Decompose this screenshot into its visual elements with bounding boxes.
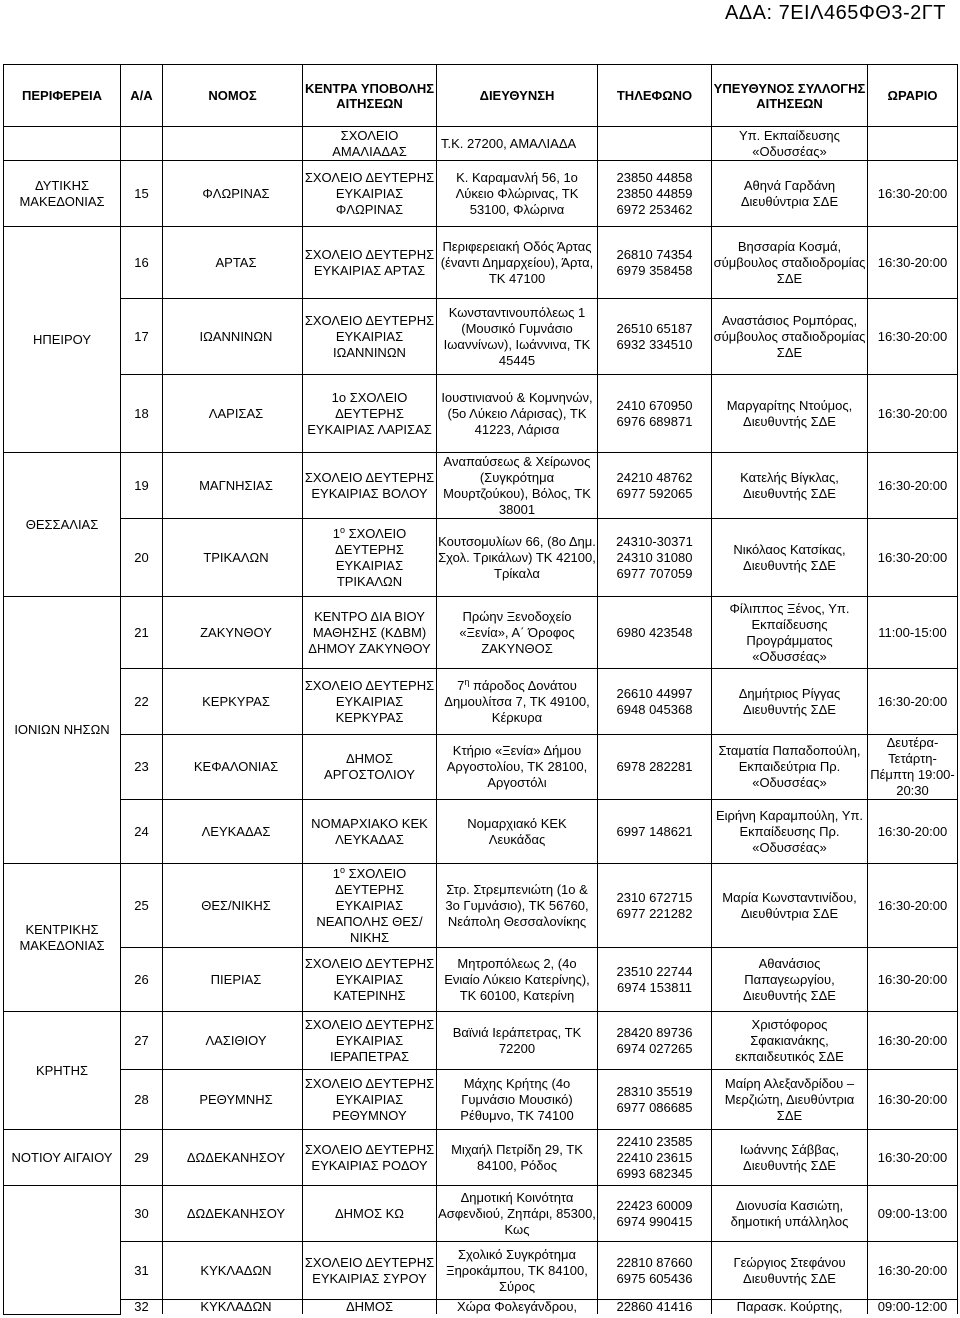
prefecture-cell: ΔΩΔΕΚΑΝΗΣΟΥ <box>163 1186 303 1242</box>
row-number: 21 <box>121 597 163 669</box>
address-text: Περιφερειακή Οδός Άρτας (έναντι Δημαρχείου), Άρτα, ΤΚ 47100 <box>440 238 594 286</box>
phone-cell <box>598 519 712 597</box>
phone-number: 6978 282281 <box>616 759 693 774</box>
col-address: ΔΙΕΥΘΥΝΣΗ <box>437 65 598 127</box>
responsible-cell: Μαρία Κωνσταντινίδου, Διευθύντρια ΣΔΕ <box>712 864 868 948</box>
phone-number: 6979 358458 <box>616 262 693 278</box>
address-cell <box>437 1300 598 1315</box>
address-text: Βαϊνιά Ιεράπετρας, ΤΚ 72200 <box>452 1024 582 1056</box>
phone-cell <box>598 800 712 864</box>
row-number: 29 <box>121 1130 163 1186</box>
center-name: ΣΧΟΛΕΙΟ ΔΕΥΤΕΡΗΣ ΕΥΚΑΙΡΙΑΣ ΡΕΘΥΜΝΟΥ <box>304 1075 435 1123</box>
col-region: ΠΕΡΙΦΕΡΕΙΑ <box>4 65 121 127</box>
col-phone: ΤΗΛΕΦΩΝΟ <box>598 65 712 127</box>
row-number: 18 <box>121 375 163 453</box>
table-row <box>4 1070 958 1130</box>
region-cell: ΝΟΤΙΟΥ ΑΙΓΑΙΟΥ <box>4 1130 121 1186</box>
center-name: ΣΧΟΛΕΙΟ ΔΕΥΤΕΡΗΣ ΕΥΚΑΙΡΙΑΣ ΦΛΩΡΙΝΑΣ <box>304 169 435 217</box>
center-cell <box>303 1242 437 1300</box>
phone-cell <box>598 735 712 800</box>
responsible-cell: Διονυσία Κασιώτη, δημοτική υπάλληλος <box>712 1186 868 1242</box>
phone-number: 22410 23615 <box>616 1149 693 1165</box>
address-cell <box>437 800 598 864</box>
table-row <box>4 948 958 1012</box>
phone-cell <box>598 948 712 1012</box>
region-cell: ΚΕΝΤΡΙΚΗΣ ΜΑΚΕΔΟΝΙΑΣ <box>4 864 121 1012</box>
phone-number: 6975 605436 <box>616 1270 693 1286</box>
prefecture-cell: ΚΕΡΚΥΡΑΣ <box>163 669 303 735</box>
phone-number: 22410 23585 <box>616 1133 693 1149</box>
responsible-cell: Παρασκ. Κούρτης, <box>712 1300 868 1315</box>
phone-number: 6980 423548 <box>616 624 693 640</box>
row-number: 30 <box>121 1186 163 1242</box>
center-cell <box>303 1186 437 1242</box>
phone-cell <box>598 597 712 669</box>
address-text: Πρώην Ξενοδοχείο «Ξενία», Α΄ Όροφος ΖΑΚΥΝΘΟΣ <box>459 608 575 656</box>
row-number: 28 <box>121 1070 163 1130</box>
prefecture-cell: ΚΕΦΑΛΟΝΙΑΣ <box>163 735 303 800</box>
center-name: ΣΧΟΛΕΙΟ ΔΕΥΤΕΡΗΣ ΕΥΚΑΙΡΙΑΣ ΡΟΔΟΥ <box>304 1141 435 1173</box>
center-cell <box>303 669 437 735</box>
center-cell <box>303 299 437 375</box>
prefecture-cell: ΑΡΤΑΣ <box>163 227 303 299</box>
hours-cell: 16:30-20:00 <box>868 864 958 948</box>
address-cell <box>437 1242 598 1300</box>
hours-cell: 09:00-12:00 <box>868 1300 958 1315</box>
phone-cell <box>598 864 712 948</box>
center-name: ΣΧΟΛΕΙΟ ΔΕΥΤΕΡΗΣ ΕΥΚΑΙΡΙΑΣ ΤΡΙΚΑΛΩΝ <box>335 525 407 589</box>
phone-number: 2310 672715 <box>616 889 693 905</box>
prefecture-cell: ΠΙΕΡΙΑΣ <box>163 948 303 1012</box>
phone-number: 6932 334510 <box>616 336 693 352</box>
prefecture-cell: ΦΛΩΡΙΝΑΣ <box>163 161 303 227</box>
center-name: ΔΗΜΟΣ ΑΡΓΟΣΤΟΛΙΟΥ <box>324 751 415 782</box>
table-row <box>4 1012 958 1070</box>
address-text: πάροδος Δονάτου Δημουλίτσα 7, ΤΚ 49100, Κέρκυρα <box>444 677 590 725</box>
center-name: ΣΧΟΛΕΙΟ ΔΕΥΤΕΡΗΣ ΕΥΚΑΙΡΙΑΣ ΙΕΡΑΠΕΤΡΑΣ <box>304 1016 435 1064</box>
hours-cell: Δευτέρα- Τετάρτη- Πέμπτη 19:00-20:30 <box>868 735 958 800</box>
table-row <box>4 227 958 299</box>
col-num: Α/Α <box>121 65 163 127</box>
phone-cell <box>598 669 712 735</box>
row-number: 22 <box>121 669 163 735</box>
phone-number: 6948 045368 <box>616 701 693 717</box>
phone-number: 6972 253462 <box>616 201 693 217</box>
hours-cell: 16:30-20:00 <box>868 299 958 375</box>
prefecture-cell: ΡΕΘΥΜΝΗΣ <box>163 1070 303 1130</box>
center-name: ΣΧΟΛΕΙΟ ΔΕΥΤΕΡΗΣ ΕΥΚΑΙΡΙΑΣ ΝΕΑΠΟΛΗΣ ΘΕΣ/ΝΙΚΗΣ <box>316 865 423 945</box>
center-name: ΣΧΟΛΕΙΟ ΔΕΥΤΕΡΗΣ ΕΥΚΑΙΡΙΑΣ ΚΕΡΚΥΡΑΣ <box>304 677 435 725</box>
table-row <box>4 669 958 735</box>
prefecture-cell: ΜΑΓΝΗΣΙΑΣ <box>163 453 303 519</box>
region-cell-empty <box>4 1186 121 1315</box>
center-name: ΝΟΜΑΡΧΙΑΚΟ ΚΕΚ ΛΕΥΚΑΔΑΣ <box>311 815 428 847</box>
region-cell: ΚΡΗΤΗΣ <box>4 1012 121 1130</box>
phone-number: 23510 22744 <box>616 963 693 979</box>
hours-cell: 16:30-20:00 <box>868 453 958 519</box>
table-row <box>4 375 958 453</box>
table-row <box>4 161 958 227</box>
responsible-cell: Δημήτριος Ρίγγας Διευθυντής ΣΔΕ <box>712 669 868 735</box>
phone-number: 28310 35519 <box>616 1083 693 1099</box>
row-number: 25 <box>121 864 163 948</box>
center-name: ΣΧΟΛΕΙΟ ΔΕΥΤΕΡΗΣ ΕΥΚΑΙΡΙΑΣ ΚΑΤΕΡΙΝΗΣ <box>304 955 435 1003</box>
address-text: Χώρα Φολεγάνδρου, <box>456 1299 578 1314</box>
application-centers-table <box>3 64 958 1315</box>
document-ada-code: ΑΔΑ: 7ΕΙΛ465ΦΘ3-2ΓΤ <box>724 2 946 24</box>
center-cell <box>303 1012 437 1070</box>
row-number: 26 <box>121 948 163 1012</box>
address-ordinal: 7 <box>457 677 465 693</box>
continuation-address: Τ.Κ. 27200, ΑΜΑΛΙΑΔΑ <box>437 127 598 161</box>
table-row <box>4 453 958 519</box>
phone-cell <box>598 1242 712 1300</box>
region-cell: ΘΕΣΣΑΛΙΑΣ <box>4 453 121 597</box>
continuation-center: ΣΧΟΛΕΙΟ ΑΜΑΛΙΑΔΑΣ <box>303 127 437 161</box>
address-text: Μάχης Κρήτης (4ο Γυμνάσιο Μουσικό) Ρέθυμνο, ΤΚ 74100 <box>460 1075 574 1123</box>
hours-cell: 16:30-20:00 <box>868 227 958 299</box>
table-row <box>4 1130 958 1186</box>
continuation-row <box>4 127 958 161</box>
phone-number: 24210 48762 <box>616 469 693 485</box>
hours-cell: 16:30-20:00 <box>868 161 958 227</box>
region-cell: ΙΟΝΙΩΝ ΝΗΣΩΝ <box>4 597 121 864</box>
center-name: 1ο ΣΧΟΛΕΙΟ ΔΕΥΤΕΡΗΣ ΕΥΚΑΙΡΙΑΣ ΛΑΡΙΣΑΣ <box>307 389 432 437</box>
phone-number: 6993 682345 <box>616 1165 693 1181</box>
address-cell <box>437 735 598 800</box>
center-cell <box>303 1070 437 1130</box>
responsible-cell: Αθανάσιος Παπαγεωργίου, Διευθυντής ΣΔΕ <box>712 948 868 1012</box>
phone-number: 6974 027265 <box>616 1040 693 1056</box>
phone-number: 6974 153811 <box>617 979 692 995</box>
row-number: 19 <box>121 453 163 519</box>
center-cell <box>303 227 437 299</box>
phone-cell <box>598 1012 712 1070</box>
row-number: 17 <box>121 299 163 375</box>
center-cell <box>303 864 437 948</box>
row-number: 15 <box>121 161 163 227</box>
prefecture-cell: ΤΡΙΚΑΛΩΝ <box>163 519 303 597</box>
phone-number: 28420 89736 <box>616 1024 693 1040</box>
table-row <box>4 1186 958 1242</box>
phone-cell <box>598 161 712 227</box>
prefecture-cell: ΔΩΔΕΚΑΝΗΣΟΥ <box>163 1130 303 1186</box>
phone-number: 2410 670950 <box>616 397 693 413</box>
table-row <box>4 597 958 669</box>
address-cell <box>437 161 598 227</box>
address-text: Ιουστινιανού & Κομνηνών, (5ο Λύκειο Λάρισας), ΤΚ 41223, Λάρισα <box>441 389 593 437</box>
hours-cell: 16:30-20:00 <box>868 1130 958 1186</box>
table-row <box>4 519 958 597</box>
row-number: 32 <box>121 1300 163 1315</box>
phone-cell <box>598 1300 712 1315</box>
center-cell <box>303 453 437 519</box>
col-center: ΚΕΝΤΡΑ ΥΠΟΒΟΛΗΣ ΑΙΤΗΣΕΩΝ <box>303 65 437 127</box>
phone-number: 6997 148621 <box>616 823 693 839</box>
address-text: Νομαρχιακό ΚΕΚ Λευκάδας <box>467 815 567 847</box>
responsible-cell: Ιωάννης Σάββας, Διευθυντής ΣΔΕ <box>712 1130 868 1186</box>
phone-number: 23850 44858 <box>616 169 693 185</box>
center-ordinal: 1 <box>332 525 340 541</box>
phone-number: 6977 707059 <box>616 565 693 581</box>
table-row <box>4 735 958 800</box>
phone-cell <box>598 453 712 519</box>
phone-number: 23850 44859 <box>616 185 693 201</box>
responsible-cell: Ειρήνη Καραμπούλη, Υπ. Εκπαίδευσης Πρ. «Οδυσσέας» <box>712 800 868 864</box>
center-name: ΔΗΜΟΣ <box>345 1299 394 1314</box>
address-cell <box>437 597 598 669</box>
prefecture-cell: ΙΩΑΝΝΙΝΩΝ <box>163 299 303 375</box>
row-number: 20 <box>121 519 163 597</box>
center-cell <box>303 519 437 597</box>
hours-cell: 16:30-20:00 <box>868 800 958 864</box>
hours-cell: 11:00-15:00 <box>868 597 958 669</box>
prefecture-cell: ΚΥΚΛΑΔΩΝ <box>163 1300 303 1315</box>
table-row <box>4 864 958 948</box>
address-text: Κουτσομυλίων 66, (8ο Δημ. Σχολ. Τρικάλων) ΤΚ 42100, Τρίκαλα <box>438 533 596 581</box>
address-ordinal-sup: η <box>464 676 470 687</box>
center-cell <box>303 735 437 800</box>
phone-number: 6977 086685 <box>616 1099 693 1115</box>
row-number: 16 <box>121 227 163 299</box>
center-cell <box>303 375 437 453</box>
center-name: ΣΧΟΛΕΙΟ ΔΕΥΤΕΡΗΣ ΕΥΚΑΙΡΙΑΣ ΙΩΑΝΝΙΝΩΝ <box>304 312 435 360</box>
phone-number: 26610 44997 <box>616 685 693 701</box>
address-text: Κωνσταντινουπόλεως 1 (Μουσικό Γυμνάσιο Ιωαννίνων), Ιωάννινα, ΤΚ 45445 <box>443 304 591 368</box>
center-cell <box>303 161 437 227</box>
region-cell: ΗΠΕΙΡΟΥ <box>4 227 121 453</box>
col-prefecture: ΝΟΜΟΣ <box>163 65 303 127</box>
responsible-cell: Νικόλαος Κατσίκας, Διευθυντής ΣΔΕ <box>712 519 868 597</box>
table-row <box>4 800 958 864</box>
address-text: Κ. Καραμανλή 56, 1ο Λύκειο Φλώρινας, ΤΚ 53100, Φλώρινα <box>455 169 579 217</box>
continuation-responsible: Υπ. Εκπαίδευσης «Οδυσσέας» <box>712 127 868 161</box>
col-hours: ΩΡΑΡΙΟ <box>868 65 958 127</box>
phone-cell <box>598 299 712 375</box>
prefecture-cell: ΛΕΥΚΑΔΑΣ <box>163 800 303 864</box>
phone-number: 26810 74354 <box>616 246 693 262</box>
hours-cell: 16:30-20:00 <box>868 948 958 1012</box>
phone-cell <box>598 1186 712 1242</box>
phone-number: 26510 65187 <box>616 320 693 336</box>
center-ordinal-sup: ο <box>339 524 345 535</box>
address-text: Στρ. Στρεμπενιώτη (1ο & 3ο Γυμνάσιο), ΤΚ 56760, Νεάπολη Θεσσαλονίκης <box>445 881 589 929</box>
address-text: Μητροπόλεως 2, (4ο Ενιαίο Λύκειο Κατερίνης), ΤΚ 60100, Κατερίνη <box>444 955 590 1003</box>
phone-number: 22423 60009 <box>616 1197 693 1213</box>
responsible-cell: Φίλιππος Ξένος, Υπ. Εκπαίδευσης Προγράμματος «Οδυσσέας» <box>712 597 868 669</box>
region-cell: ΔΥΤΙΚΗΣ ΜΑΚΕΔΟΝΙΑΣ <box>4 161 121 227</box>
center-name: ΣΧΟΛΕΙΟ ΔΕΥΤΕΡΗΣ ΕΥΚΑΙΡΙΑΣ ΣΥΡΟΥ <box>304 1254 435 1286</box>
address-cell <box>437 864 598 948</box>
center-name: ΚΕΝΤΡΟ ΔΙΑ ΒΙΟΥ ΜΑΘΗΣΗΣ (ΚΔΒΜ) ΔΗΜΟΥ ΖΑΚΥΝΘΟΥ <box>308 608 431 656</box>
table-row <box>4 1242 958 1300</box>
address-cell <box>437 519 598 597</box>
prefecture-cell: ΖΑΚΥΝΘΟΥ <box>163 597 303 669</box>
hours-cell: 16:30-20:00 <box>868 1070 958 1130</box>
center-cell <box>303 1300 437 1315</box>
address-cell <box>437 227 598 299</box>
center-cell <box>303 948 437 1012</box>
address-cell <box>437 948 598 1012</box>
phone-number: 22810 87660 <box>616 1254 693 1270</box>
address-cell <box>437 1070 598 1130</box>
col-responsible: ΥΠΕΥΘΥΝΟΣ ΣΥΛΛΟΓΗΣ ΑΙΤΗΣΕΩΝ <box>712 65 868 127</box>
hours-cell: 16:30-20:00 <box>868 669 958 735</box>
address-cell <box>437 1012 598 1070</box>
center-name: ΔΗΜΟΣ ΚΩ <box>334 1205 405 1221</box>
address-cell <box>437 669 598 735</box>
responsible-cell: Κατελής Βίγκλας, Διευθυντής ΣΔΕ <box>712 453 868 519</box>
responsible-cell: Μαίρη Αλεξανδρίδου – Μερζιώτη, Διευθύντρια ΣΔΕ <box>712 1070 868 1130</box>
row-number: 31 <box>121 1242 163 1300</box>
responsible-cell: Βησσαρία Κοσμά, σύμβουλος σταδιοδρομίας ΣΔΕ <box>712 227 868 299</box>
center-ordinal-sup: ο <box>339 864 345 875</box>
prefecture-cell: ΛΑΣΙΘΙΟΥ <box>163 1012 303 1070</box>
responsible-cell: Μαργαρίτης Ντούμος, Διευθυντής ΣΔΕ <box>712 375 868 453</box>
phone-number: 6974 990415 <box>616 1213 693 1229</box>
row-number: 24 <box>121 800 163 864</box>
phone-cell <box>598 1130 712 1186</box>
prefecture-cell: ΛΑΡΙΣΑΣ <box>163 375 303 453</box>
hours-cell: 09:00-13:00 <box>868 1186 958 1242</box>
hours-cell: 16:30-20:00 <box>868 519 958 597</box>
hours-cell: 16:30-20:00 <box>868 1242 958 1300</box>
table-row <box>4 1300 958 1315</box>
address-cell <box>437 453 598 519</box>
center-ordinal: 1 <box>332 865 340 881</box>
table-row <box>4 299 958 375</box>
address-cell <box>437 299 598 375</box>
prefecture-cell: ΚΥΚΛΑΔΩΝ <box>163 1242 303 1300</box>
center-cell <box>303 1130 437 1186</box>
hours-cell: 16:30-20:00 <box>868 1012 958 1070</box>
responsible-cell: Αθηνά Γαρδάνη Διευθύντρια ΣΔΕ <box>712 161 868 227</box>
address-cell <box>437 375 598 453</box>
responsible-cell: Σταματία Παπαδοπούλη, Εκπαιδεύτρια Πρ. «Οδυσσέας» <box>712 735 868 800</box>
phone-cell <box>598 227 712 299</box>
address-cell <box>437 1186 598 1242</box>
phone-cell <box>598 375 712 453</box>
center-name: ΣΧΟΛΕΙΟ ΔΕΥΤΕΡΗΣ ΕΥΚΑΙΡΙΑΣ ΑΡΤΑΣ <box>304 246 435 278</box>
prefecture-cell: ΘΕΣ/ΝΙΚΗΣ <box>163 864 303 948</box>
responsible-cell: Αναστάσιος Ρομπόρας, σύμβουλος σταδιοδρομίας ΣΔΕ <box>712 299 868 375</box>
phone-number: 22860 41416 <box>616 1299 693 1314</box>
phone-number: 24310 31080 <box>616 549 693 565</box>
address-text: Αναπαύσεως & Χείρωνος (Συγκρότημα Μουρτζούκου), Βόλος, ΤΚ 38001 <box>443 453 591 517</box>
responsible-cell: Γεώργιος Στεφάνου Διευθυντής ΣΔΕ <box>712 1242 868 1300</box>
address-text: Κτήριο «Ξενία» Δήμου Αργοστολίου, ΤΚ 28100, Αργοστόλι <box>446 743 588 790</box>
address-text: Μιχαήλ Πετρίδη 29, ΤΚ 84100, Ρόδος <box>451 1141 583 1173</box>
hours-cell: 16:30-20:00 <box>868 375 958 453</box>
phone-number: 6977 221282 <box>616 905 693 921</box>
phone-number: 6976 689871 <box>616 413 693 429</box>
phone-cell <box>598 1070 712 1130</box>
row-number: 23 <box>121 735 163 800</box>
phone-number: 24310-30371 <box>616 533 693 549</box>
responsible-cell: Χριστόφορος Σφακιανάκης, εκπαιδευτικός ΣΔΕ <box>712 1012 868 1070</box>
center-cell <box>303 800 437 864</box>
address-text: Δημοτική Κοινότητα Ασφενδιού, Ζηπάρι, 85300, Κως <box>438 1189 596 1237</box>
phone-number: 6977 592065 <box>616 485 693 501</box>
row-number: 27 <box>121 1012 163 1070</box>
header-row <box>4 65 958 127</box>
center-name: ΣΧΟΛΕΙΟ ΔΕΥΤΕΡΗΣ ΕΥΚΑΙΡΙΑΣ ΒΟΛΟΥ <box>304 469 435 501</box>
address-text: Σχολικό Συγκρότημα Ξηροκάμπου, ΤΚ 84100, Σύρος <box>446 1246 588 1294</box>
address-cell <box>437 1130 598 1186</box>
center-cell <box>303 597 437 669</box>
